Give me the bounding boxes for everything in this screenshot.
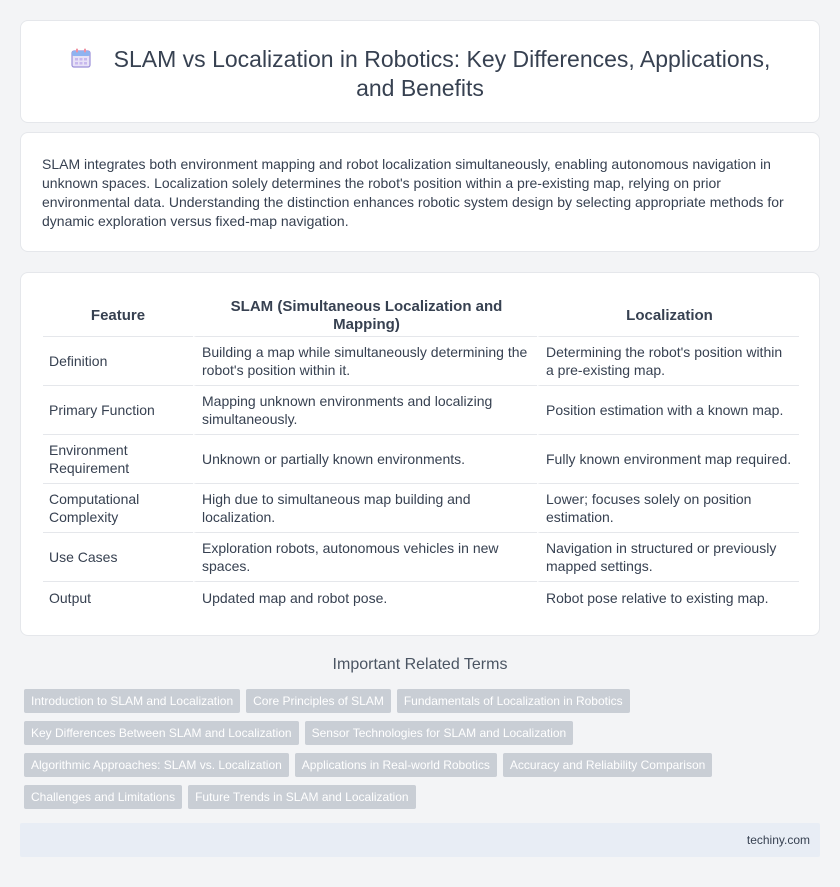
localization-cell: Fully known environment map required. [537,435,799,484]
comparison-table [43,295,799,613]
header-localization: Localization [537,295,799,337]
localization-cell: Lower; focuses solely on position estimation. [537,484,799,533]
related-term-link[interactable] [246,689,391,713]
feature-cell: Output [49,589,92,606]
table-row [43,484,799,533]
feature-cell: Use Cases [43,533,193,582]
tag-label: Fundamentals of Localization in Robotics [403,694,623,708]
footer [20,823,820,857]
localization-cell: Determining the robot's position within a pre-existing map. [537,337,799,386]
feature-cell: Computational Complexity [43,484,193,533]
tag-row [24,785,824,817]
tag-label: Introduction to SLAM and Localization [31,694,234,708]
footer-site-link[interactable]: techiny.com [746,833,810,847]
related-term-link[interactable] [397,689,630,713]
related-term-link[interactable] [24,721,299,745]
tag-label: Applications in Real-world Robotics [301,758,490,772]
slam-cell: Mapping unknown environments and localizing simultaneously. [193,386,537,435]
slam-cell: Exploration robots, autonomous vehicles in new spaces. [193,533,537,582]
intro-card [20,132,820,252]
tag-row [24,689,824,721]
table-row [43,386,799,435]
tag-label: Algorithmic Approaches: SLAM vs. Localization [31,758,282,772]
related-term-link[interactable] [295,753,497,777]
header-slam: SLAM (Simultaneous Localization and Mapping) [193,295,537,337]
tag-label: Challenges and Limitations [31,790,176,804]
table-row [43,582,799,613]
page-title [21,45,819,103]
tag-label: Key Differences Between SLAM and Localization [31,726,292,740]
header-feature: Feature [43,295,193,337]
related-term-link[interactable] [305,721,574,745]
slam-cell: High due to simultaneous map building and localization. [193,484,537,533]
feature-cell: Environment Requirement [43,435,193,484]
tag-row [24,721,824,753]
title-line-1: SLAM vs Localization in Robotics: Key Differences, Applications, [113,46,771,72]
localization-cell: Navigation in structured or previously mapped settings. [537,533,799,582]
tag-label: Future Trends in SLAM and Localization [195,790,409,804]
related-term-link[interactable] [24,689,240,713]
tag-label: Core Principles of SLAM [253,694,384,708]
related-terms-list [24,689,824,817]
related-term-link[interactable] [188,785,415,809]
localization-cell: Robot pose relative to existing map. [537,582,799,613]
tag-row [24,753,824,785]
localization-cell: Position estimation with a known map. [537,386,799,435]
table-header-row [43,295,799,337]
table-row [43,533,799,582]
feature-cell: Primary Function [43,386,193,435]
intro-text: SLAM integrates both environment mapping and robot localization simultaneously, enabling autonomous navigation in unknown spaces. Localization solely determines the robot's position within a pre-existing map, relying on prior environmental data. Understanding the distinction enhances robotic system design by selecting appropriate methods for dynamic exploration versus fixed-map navigation. [42,156,784,229]
comparison-card [20,272,820,636]
feature-cell: Definition [43,337,193,386]
slam-cell: Updated map and robot pose. [193,582,537,613]
related-term-link[interactable] [24,753,289,777]
related-term-link[interactable] [503,753,712,777]
tag-label: Accuracy and Reliability Comparison [509,758,706,772]
related-terms-title: Important Related Terms [332,656,508,673]
title-card [20,20,820,123]
tag-label: Sensor Technologies for SLAM and Localization [311,726,567,740]
table-row [43,435,799,484]
related-term-link[interactable] [24,785,182,809]
table-row [43,337,799,386]
title-line-2: and Benefits [356,75,484,101]
calendar-icon [70,47,92,69]
slam-cell: Unknown or partially known environments. [193,435,537,484]
slam-cell: Building a map while simultaneously determining the robot's position within it. [193,337,537,386]
